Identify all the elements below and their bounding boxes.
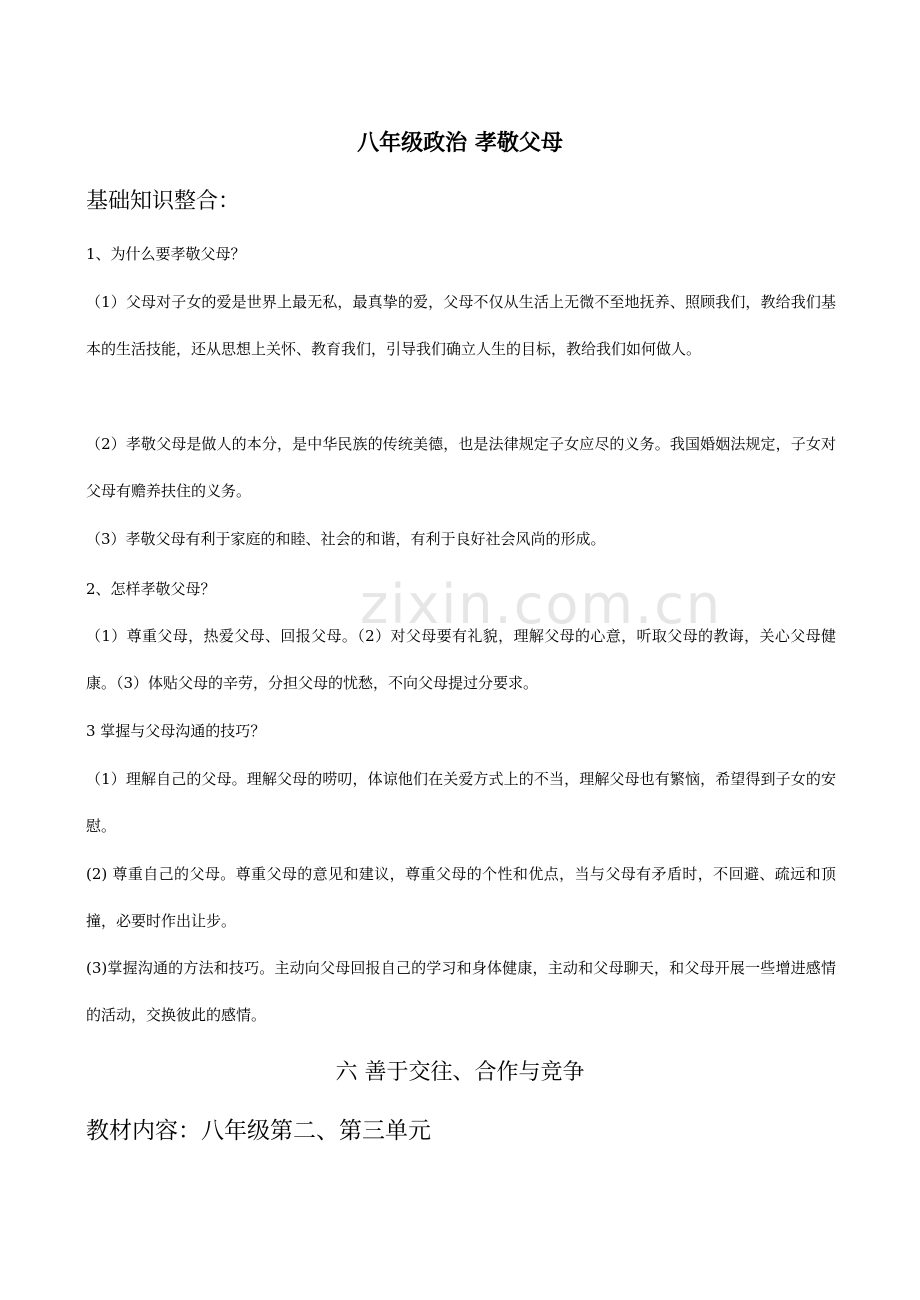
- section-heading: 基础知识整合：: [86, 189, 241, 214]
- section-6-heading: 六 善于交往、合作与竞争: [335, 1060, 585, 1085]
- q1-paragraph-3: （3）孝敬父母有利于家庭的和睦、社会的和谐，有利于良好社会风尚的形成。: [86, 530, 606, 548]
- question-1: 1、为什么要孝敬父母？: [86, 245, 246, 263]
- page-title: 八年级政治 孝敬父母: [357, 130, 563, 156]
- q1-paragraph-1: （1）父母对子女的爱是世界上最无私，最真挚的爱，父母不仅从生活上无微不至地抚养、照顾我们，教给我们基本的生活技能，还从思想上关怀、教育我们，引导我们确立人生的目标，教给我们如何做人。: [86, 293, 836, 358]
- question-2: 2、怎样孝敬父母？: [86, 580, 216, 598]
- q3-paragraph-2: (2) 尊重自己的父母。尊重父母的意见和建议，尊重父母的个性和优点，当与父母有矛盾时，不回避、疏远和顶撞，必要时作出让步。: [86, 865, 836, 930]
- watermark-text: zixin.com.cn: [360, 573, 723, 636]
- q3-paragraph-1: （1）理解自己的父母。理解父母的唠叨，体谅他们在关爱方式上的不当，理解父母也有繁恼，希望得到子女的安慰。: [86, 770, 836, 835]
- q2-paragraph-1: （1）尊重父母，热爱父母、回报父母。（2）对父母要有礼貌，理解父母的心意，听取父母的教诲，关心父母健康。（3）体贴父母的辛劳，分担父母的忧愁，不向父母提过分要求。: [86, 627, 836, 692]
- q3-paragraph-3: (3)掌握沟通的方法和技巧。主动向父母回报自己的学习和身体健康，主动和父母聊天，和父母开展一些增进感情的活动，交换彼此的感情。: [86, 959, 836, 1024]
- material-line: 教材内容：八年级第二、第三单元: [86, 1118, 431, 1144]
- question-3: 3 掌握与父母沟通的技巧？: [86, 722, 266, 740]
- q1-paragraph-2: （2）孝敬父母是做人的本分，是中华民族的传统美德，也是法律规定子女应尽的义务。我国婚姻法规定，子女对父母有赡养扶住的义务。: [86, 435, 836, 500]
